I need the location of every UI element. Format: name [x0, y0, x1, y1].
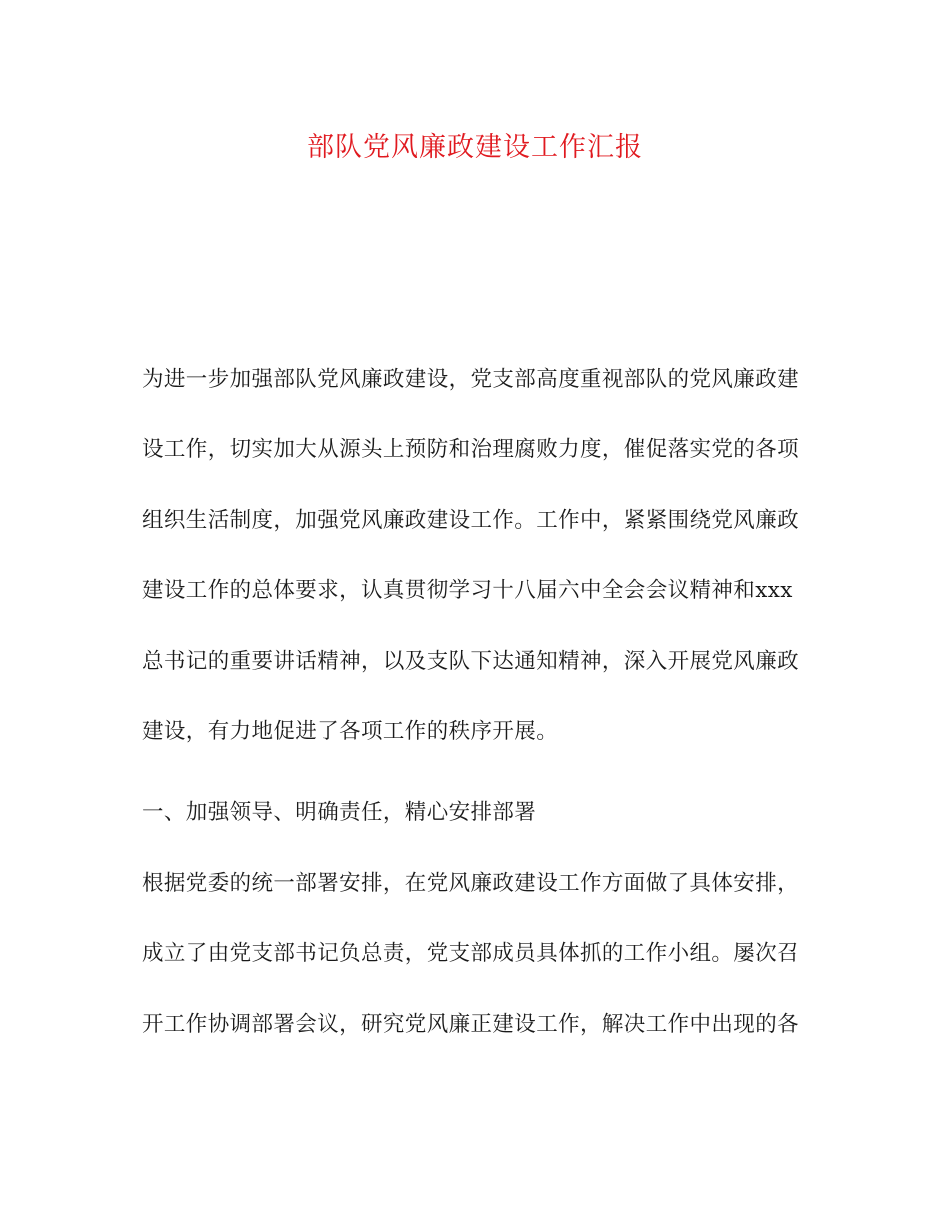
document-title: 部队党风廉政建设工作汇报: [307, 132, 643, 163]
body-line: 总书记的重要讲话精神，以及支队下达通知精神，深入开展党风廉政: [142, 649, 800, 674]
body-line: 设工作，切实加大从源头上预防和治理腐败力度，催促落实党的各项: [142, 437, 800, 462]
body-line: 根据党委的统一部署安排，在党风廉政建设工作方面做了具体安排，: [142, 871, 800, 896]
body-line: 建设工作的总体要求，认真贯彻学习十八届六中全会会议精神和xxx: [142, 578, 793, 603]
body-line: 成立了由党支部书记负总责，党支部成员具体抓的工作小组。屡次召: [142, 941, 800, 966]
section-heading: 一、加强领导、明确责任，精心安排部署: [142, 800, 537, 825]
body-line: 组织生活制度，加强党风廉政建设工作。工作中，紧紧围绕党风廉政: [142, 508, 800, 533]
body-line: 为进一步加强部队党风廉政建设，党支部高度重视部队的党风廉政建: [142, 367, 800, 392]
body-line: 建设，有力地促进了各项工作的秩序开展。: [142, 719, 559, 744]
body-line: 开工作协调部署会议，研究党风廉正建设工作，解决工作中出现的各: [142, 1012, 800, 1037]
